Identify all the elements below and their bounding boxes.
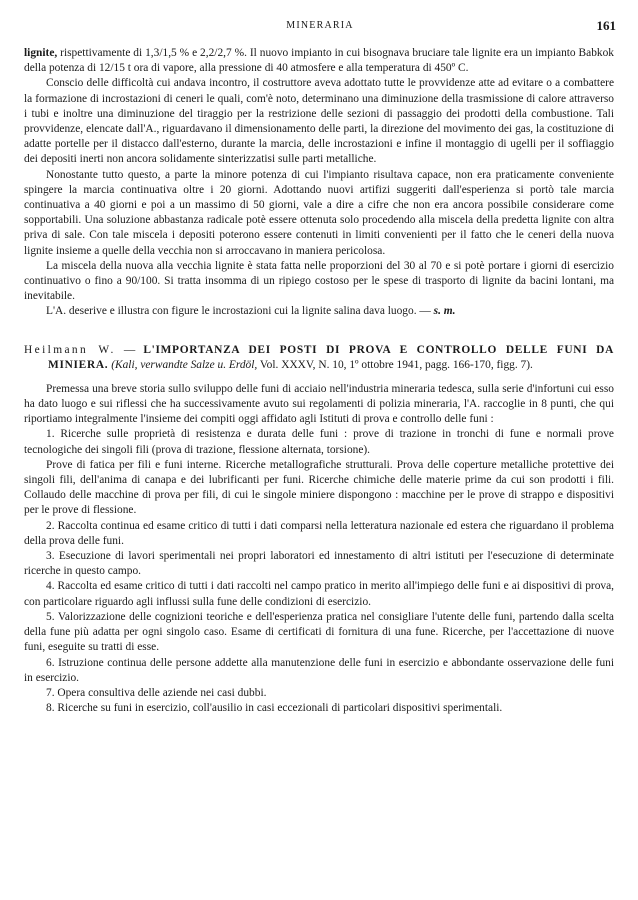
heading-spacer bbox=[24, 374, 614, 382]
article-title: L'IMPORTANZA DEI POSTI DI PROVA E CONTROLLO DELLE FUNI DA MINIERA. bbox=[48, 343, 614, 372]
list-item: 2. Raccolta continua ed esame critico di tutti i dati comparsi nella letteratura nazionale ed estera che riguardano il problema della prova delle funi. bbox=[24, 519, 614, 547]
list-item: 5. Valorizzazione delle cognizioni teoriche e dell'esperienza pratica nel consigliare l'utente delle funi, partendo dalla scelta della fune più adatta per ogni singolo caso. Esame di certificati di fornitura di una fune. Ricerche, per l'accettazione di nuove funi, eseguite su tratti di esse. bbox=[24, 610, 614, 654]
list-item: 8. Ricerche su funi in esercizio, coll'ausilio in casi eccezionali di particolari dispositivi sperimentali. bbox=[46, 702, 503, 715]
running-title: MINERARIA bbox=[286, 20, 354, 31]
page-body bbox=[24, 46, 614, 716]
paragraph-text: L'A. deserive e illustra con figure le incrostazioni cui la lignite salina dava luogo. — bbox=[46, 305, 434, 318]
article-heading bbox=[24, 343, 614, 374]
journal-name: (Kali, verwandte Salze u. Erdöl, bbox=[111, 359, 258, 372]
lead-word: lignite, bbox=[24, 47, 58, 59]
paragraph-text: rispettivamente di 1,3/1,5 % e 2,2/2,7 %. Il nuovo impianto in cui bisognava bruciare tale lignite era un impianto Babkok della potenza di 12/15 t ora di vapore, alla pressione di 40 atmosfere e alla temperatura di 450º C. bbox=[24, 47, 614, 75]
list-item: 4. Raccolta ed esame critico di tutti i dati raccolti nel campo pratico in merito all'impiego delle funi e ai dispositivi di prova, con particolare riguardo agli influssi sulla fune delle condizioni di esercizio. bbox=[24, 580, 614, 608]
paragraph-closing bbox=[24, 304, 614, 319]
list-item: Prove di fatica per fili e funi interne. Ricerche metallografiche strutturali. Prova delle coperture metalliche protettive dei singoli fili, dell'anima di canapa e dei lubrificanti per funi. Ricerche chimiche delle materie prime da cui son prodotti i fili. Collaudo delle macchine di prova per fili, di cui le singole miniere dispongono : macchine per le prove di strappo e dispositivi per le prove di flessione. bbox=[24, 458, 614, 517]
reviewer-signature: s. m. bbox=[433, 305, 456, 318]
page-number: 161 bbox=[596, 18, 616, 33]
paragraph-intro: Premessa una breve storia sullo sviluppo delle funi di acciaio nell'industria mineraria tedesca, sulla serie d'infortuni cui esso ha dato luogo e sui riflessi che ha successivamente avuto sui regolamenti di polizia mineraria, l'A. raccoglie in 8 punti, che qui riportiamo integralmente l'insieme dei compiti oggi affidato agli Istituti di prova e controllo delle funi : bbox=[24, 382, 614, 426]
list-item: 3. Esecuzione di lavori sperimentali nei propri laboratori ed innestamento di altri istituti per l'esecuzione di determinate ricerche in questo campo. bbox=[24, 550, 614, 578]
list-item: 1. Ricerche sulle proprietà di resistenza e durata delle funi : prove di trazione in tronchi di fune e normali prove tecnologiche dei singoli fili (prova di trazione, flessione alternata, torsione). bbox=[24, 428, 614, 456]
list-item: 6. Istruzione continua delle persone addette alla manutenzione delle funi in esercizio e abbondante osservazione delle funi in esercizio. bbox=[24, 656, 614, 684]
paragraph: Nonostante tutto questo, a parte la minore potenza di cui l'impianto risultava capace, non era praticamente conveniente spingere la marcia continuativa oltre i 20 giorni. Adottando nuovi artifizi suggeriti dall'esperienza si portò tale marcia continuativa a 40 giorni e poi a un massimo di 50 giorni, vale a dire a cifre che non era ancora possibile considerare come sopportabili. Una soluzione abbastanza radicale potè essere ottenuta solo procedendo alla miscela della predetta lignite con altra priva di sale. Con tale miscela i depositi poterono essere contenuti in limiti convenienti per il fatto che le ceneri della nuova lignite insieme a quelle della vecchia non si arroccavano in maniera pericolosa. bbox=[24, 168, 614, 257]
running-header bbox=[24, 20, 616, 38]
list-item: 7. Opera consultiva delle aziende nei casi dubbi. bbox=[46, 686, 267, 699]
section-spacer bbox=[24, 320, 614, 343]
article-author: Heilmann W. bbox=[24, 343, 116, 356]
heading-dash: — bbox=[115, 343, 144, 356]
paragraph-continuation bbox=[24, 46, 614, 76]
paragraph: Conscio delle difficoltà cui andava incontro, il costruttore aveva adottato tutte le provvidenze atte ad evitare o a combattere la formazione di incrostazioni di ceneri le quali, com'è noto, determinano una diminuzione della trasmissione di calore attraverso i tubi e inoltre una diminuzione del tiraggio per la restrizione delle sezioni di passaggio dei prodotti della combustione. Tali provvidenze, elencate dall'A., riguardavano il dimensionamento delle parti, la direzione del movimento dei gas, la costituzione di adatte portelle per il distacco dall'esterno, durante la marcia, delle incrostazioni e infine il montaggio di ugelli per il soffiaggio dei depositi inerti non ancora solidamente sinterizzatisi sulle parti metalliche. bbox=[24, 77, 614, 166]
citation-details: Vol. XXXV, N. 10, 1º ottobre 1941, pagg. 166-170, figg. 7). bbox=[257, 359, 533, 372]
paragraph: La miscela della nuova alla vecchia lignite è stata fatta nelle proporzioni del 30 al 70 e si potè portare i giorni di esercizio continuativo o fino a 90/100. Si tratta insomma di un ripiego costoso per le spese di trasporto di lignite da bacini lontani, ma inevitabile. bbox=[24, 259, 614, 303]
